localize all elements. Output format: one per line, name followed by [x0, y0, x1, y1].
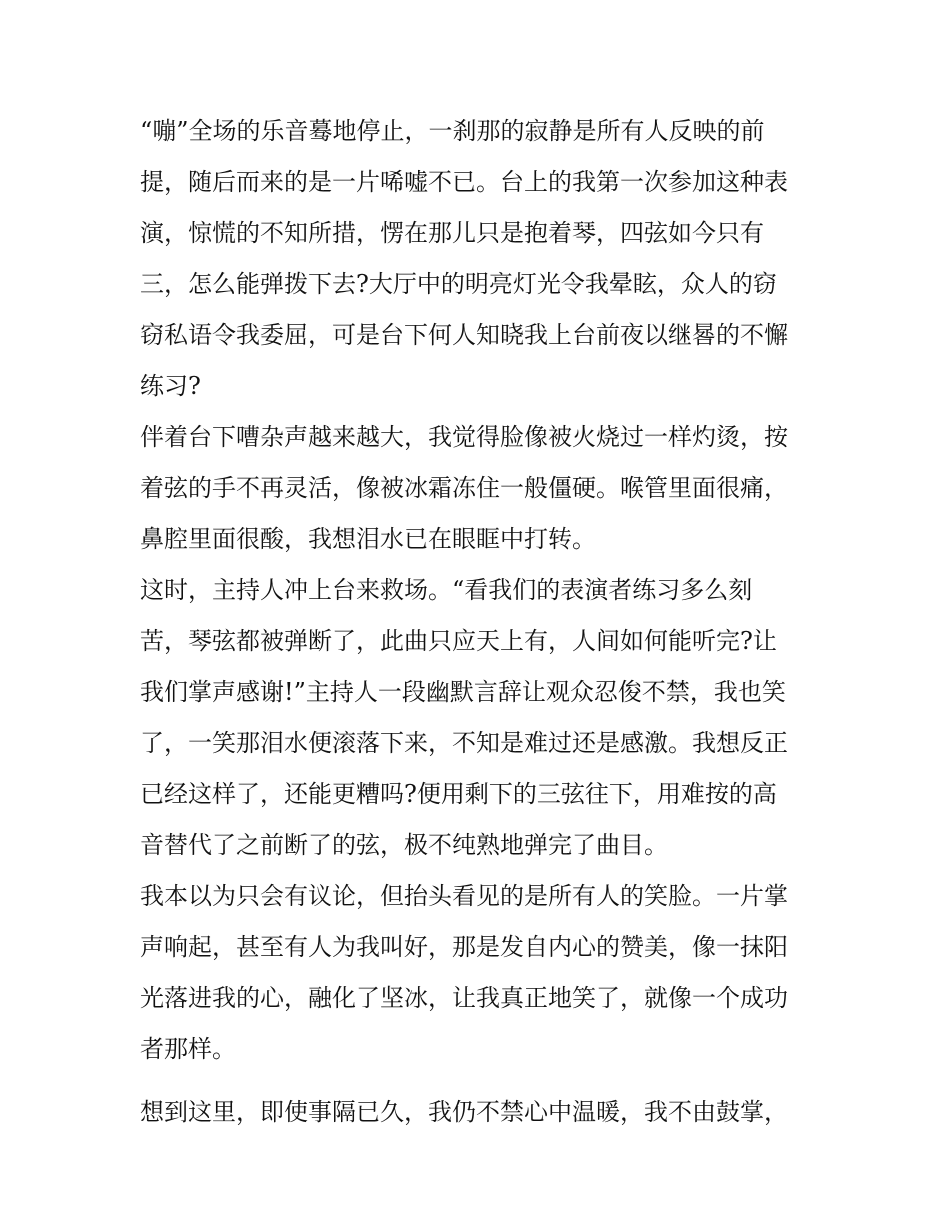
text-line: 我本以为只会有议论，但抬头看见的是所有人的笑脸。一片掌: [140, 882, 788, 910]
text-line: 演，惊慌的不知所措，愣在那儿只是抱着琴，四弦如今只有: [140, 219, 764, 247]
text-line: 光落进我的心，融化了坚冰，让我真正地笑了，就像一个成功: [140, 984, 788, 1012]
text-line: 者那样。: [140, 1035, 236, 1063]
text-line: 想到这里，即使事隔已久，我仍不禁心中温暖，我不由鼓掌，: [140, 1098, 788, 1126]
text-line: 提，随后而来的是一片唏嘘不已。台上的我第一次参加这种表: [140, 168, 788, 196]
essay-body: [140, 106, 820, 1138]
text-line: 三，怎么能弹拨下去?大厅中的明亮灯光令我晕眩，众人的窃: [140, 270, 777, 298]
text-line: 我们掌声感谢!”主持人一段幽默言辞让观众忍俊不禁，我也笑: [140, 678, 786, 706]
text-line: 音替代了之前断了的弦，极不纯熟地弹完了曲目。: [140, 831, 668, 859]
text-line: 鼻腔里面很酸，我想泪水已在眼眶中打转。: [140, 525, 596, 553]
text-line: 练习?: [140, 372, 201, 400]
text-line: 了，一笑那泪水便滚落下来，不知是难过还是感激。我想反正: [140, 729, 788, 757]
text-line: 声响起，甚至有人为我叫好，那是发自内心的赞美，像一抹阳: [140, 933, 788, 961]
text-line: “嘣”全场的乐音蓦地停止，一刹那的寂静是所有人反映的前: [140, 117, 765, 145]
text-line: 苦，琴弦都被弹断了，此曲只应天上有，人间如何能听完?让: [140, 627, 777, 655]
text-line: 伴着台下嘈杂声越来越大，我觉得脸像被火烧过一样灼烫，按: [140, 423, 788, 451]
text-line: 这时，主持人冲上台来救场。“看我们的表演者练习多么刻: [140, 576, 753, 604]
text-line: 已经这样了，还能更糟吗?便用剩下的三弦往下，用难按的高: [140, 780, 777, 808]
text-line: 窃私语令我委屈，可是台下何人知晓我上台前夜以继晷的不懈: [140, 321, 788, 349]
text-line: 着弦的手不再灵活，像被冰霜冻住一般僵硬。喉管里面很痛，: [140, 474, 788, 502]
